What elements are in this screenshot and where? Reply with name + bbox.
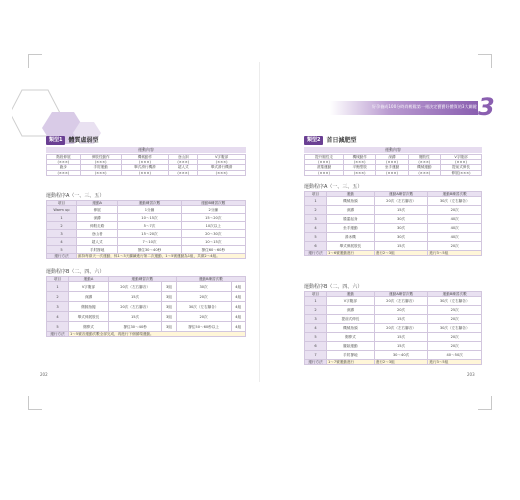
table-row [305,306,482,315]
table-cell: 4組 [231,282,246,292]
col-header: 運動練習次數 [108,277,176,282]
cell: 滾捲運動 [305,165,344,170]
cell: (×××) [121,160,169,165]
cell: 坐手運動 [376,165,408,170]
table-cell: 撐住30～40秒 [108,322,161,332]
table-cell: 20次 [428,206,482,215]
exercise-list-table [46,154,246,176]
cell: 機械運動 [408,165,440,170]
table-cell: 30次（左右腳各） [428,197,482,206]
table-cell: 4 [47,312,69,322]
cell: (×××) [80,170,121,175]
section-header-left [46,135,99,145]
table-cell: 3 [47,302,69,312]
col-header: 運動B練習次數 [428,292,482,297]
method-label: 運行方法 [305,360,327,365]
exercise-content-band: 運動內容 [304,147,482,153]
table-row [47,206,246,214]
program-a-title: 運動程序A（一、三、五） [304,184,363,190]
table-cell: 10次以上 [181,222,245,230]
cell: V字腹部 [198,155,246,160]
table-cell: 20次（左右腳各） [374,197,428,206]
col-header: 運動A練習次數 [374,292,428,297]
cell: (×××) [47,170,81,175]
table-cell: 30次 [374,215,428,224]
table-cell: 撐住60～60秒 [181,246,245,254]
table-cell: 5 [305,233,327,242]
cell: (×××) [121,170,169,175]
table-cell: 提前式伸長 [327,315,375,324]
table-cell: 4 [47,238,77,246]
table-cell: 6 [305,242,327,251]
table-cell: 30次 [176,282,231,292]
col-header: 項目 [47,277,69,282]
table-cell: 側棒式 [327,333,375,342]
table-row [47,312,246,322]
cell: 舉式滑行機滑 [198,165,246,170]
section-title: 首日減肥型 [326,136,357,144]
table-row [305,197,482,206]
cell: (×××) [198,160,246,165]
table-cell: 15次 [374,242,428,251]
cell: 提升腿性走 [305,155,344,160]
table-cell: 2 [305,206,327,215]
table-row [47,282,246,292]
table-cell: 15次 [374,342,428,351]
method-label: 運行方法 [47,332,69,337]
table-cell: 3組 [162,312,176,322]
table-cell: 30～40次 [374,351,428,360]
table-cell: 15次 [108,292,161,302]
table-cell: 2分鐘 [181,206,245,214]
cell: 平衡型肢 [344,165,376,170]
table-cell: 10～15次 [181,238,245,246]
table-cell: 1 [47,214,77,222]
cell: 登山訓 [169,155,198,160]
table-cell: 深蹲 [69,292,109,302]
col-header: 項目 [47,201,77,206]
table-cell: 5 [47,322,69,332]
table-cell: 20～30次 [181,230,245,238]
cell: (×××) [441,160,482,165]
table-cell: 1 [47,282,69,292]
col-header: 運動A [69,277,109,282]
crop-mark-top-left [28,54,42,68]
cell: (×××) [408,160,440,165]
col-header: 項目 [305,292,327,297]
cell: (×××) [47,160,81,165]
method-text: 1～6號運動進行 [327,251,375,256]
section-title: 體質虛弱型 [68,136,99,144]
table-row [305,215,482,224]
table-cell: 伸展 [77,206,118,214]
table-cell: Warm up [47,206,77,214]
section-tag: 類型2 [304,136,323,145]
program-b-table [304,291,482,365]
table-cell: 4組 [231,302,246,312]
table-cell: 舉式伸展肢長 [69,312,109,322]
table-cell: 4組 [231,322,246,332]
col-header: 運動A [77,201,118,206]
cell: V字腹部 [441,155,482,160]
table-cell: 20次 [428,333,482,342]
table-cell: 20次（左右腳各） [374,297,428,306]
table-cell: 15次 [374,333,428,342]
page-number-right: 203 [467,372,475,377]
chapter-number: 3 [478,93,495,121]
table-cell: 舉式伸展肢長 [327,242,375,251]
table-cell: 30次（左右腳各） [428,297,482,306]
col-header: 運動 [327,292,375,297]
table-row [305,315,482,324]
cell: 跑步 [47,165,81,170]
table-cell: 40～50次 [428,351,482,360]
method-label: 運行方法 [305,251,327,256]
crop-mark-top-right [478,54,492,68]
cell: 提前式伸長 [441,165,482,170]
table-cell: 4組 [231,292,246,302]
table-cell: 5 [305,333,327,342]
table-cell: 3 [305,315,327,324]
cell: 伸肢性動作 [80,155,121,160]
method-text: 進行2～3組 [374,251,428,256]
table-cell: 40次 [428,224,482,233]
table-cell: 3組 [162,302,176,312]
table-cell: 手肘撐地 [77,246,118,254]
table-cell: 20次 [374,306,428,315]
table-cell: 20次（左右腳各） [108,282,161,292]
table-cell: 滑冰機 [327,233,375,242]
table-cell: 機械抬頭 [327,324,375,333]
method-label: 運行方法 [47,254,77,259]
program-b-title: 運動程序B（二、四、六） [46,269,105,275]
table-cell: 手肘撐地 [327,351,375,360]
table-cell: 坐手運動 [327,224,375,233]
section-header-right [304,135,357,145]
method-text: 1～7號運動進行 [327,360,375,365]
table-cell: 5～7次 [118,222,181,230]
cell: (×××) [376,160,408,165]
table-cell: 超人式 [77,238,118,246]
table-cell: 深蹲 [77,214,118,222]
table-cell: V字腹部 [69,282,109,292]
table-row [47,292,246,302]
cell: (×××) [408,170,440,175]
table-row [47,222,246,230]
table-cell: 20次（左右腳各） [108,302,161,312]
table-cell: 3 [305,215,327,224]
cell: (×××) [344,160,376,165]
cell: (×××) [80,160,121,165]
table-cell: 15次 [374,206,428,215]
program-b-table [46,276,246,337]
table-row [305,342,482,351]
table-cell: 15次 [374,315,428,324]
program-a-title: 運動程序A（一、三、五） [46,193,105,199]
table-cell: 深蹲 [327,306,375,315]
col-header: 運動A練習次數 [374,192,428,197]
crop-mark-bottom-left [28,396,42,410]
table-cell: 40次 [428,215,482,224]
cell: 舉式滑行機滑 [121,165,169,170]
table-cell: 2 [47,222,77,230]
table-cell: 撐住30～40秒 [118,246,181,254]
table-cell: V字腹部 [327,297,375,306]
cell: (×××) [169,160,198,165]
table-row [305,206,482,215]
cell: 機械動作 [121,155,169,160]
cell: (×××) [305,160,344,165]
cell: (×××) [305,170,344,175]
cell: 超人式 [169,165,198,170]
cell: 手肘運動 [80,165,121,170]
table-cell: 15～20次 [118,230,181,238]
cell: 伸展(×××) [441,170,482,175]
table-cell: 4 [305,324,327,333]
table-row [47,230,246,238]
method-text: 1～5號各運動次數全部完成，再進行下個循環運動。 [69,332,246,337]
col-header: 運動練習次數 [118,201,181,206]
table-row [47,246,246,254]
table-cell: 1 [305,297,327,306]
table-cell: 20次 [176,312,231,322]
cell: 深蹲 [376,155,408,160]
table-cell: 5 [47,246,77,254]
cell: (×××) [198,170,246,175]
table-cell: 40次 [428,233,482,242]
method-text: 進行2～3組 [374,360,428,365]
book-spine [259,62,260,382]
table-cell: 20次 [176,292,231,302]
col-header: 運動B練習次數 [428,192,482,197]
table-row [47,238,246,246]
table-cell: 撐住50～60秒以上 [176,322,231,332]
table-row [305,351,482,360]
table-cell: 20次 [428,342,482,351]
table-cell: 側棒式 [69,322,109,332]
method-text: 進行3～5組 [428,251,482,256]
page-number-left: 202 [40,372,48,377]
table-cell: 30次 [374,224,428,233]
table-cell: 30次（左右腳各） [428,324,482,333]
cell: 擺肢性 [408,155,440,160]
table-cell: 15～20次 [181,214,245,222]
table-cell: 深蹲 [327,206,375,215]
table-cell: 30次 [374,233,428,242]
col-header: 運動 [327,192,375,197]
table-cell: 腰臥運動 [327,342,375,351]
table-cell: 伸肢走路 [77,222,118,230]
table-cell: 3組 [162,282,176,292]
table-cell: 3 [47,230,77,238]
exercise-content-band: 運動內容 [46,147,246,153]
table-row [47,214,246,222]
running-header-text: 好孕養成100分時尚輕鬆第一週決定寶寶好體質的3大關鍵 [372,104,477,109]
program-a-table [46,200,246,259]
table-cell: 2 [305,306,327,315]
table-cell: 15次 [108,312,161,322]
cell: (×××) [169,170,198,175]
table-cell: 1分鐘 [118,206,181,214]
table-cell: 1 [305,197,327,206]
table-cell: 2 [47,292,69,302]
cell: (×××) [376,170,408,175]
table-row [47,322,246,332]
program-b-title: 運動程序B（二、四、六） [304,284,363,290]
table-cell: 4 [305,224,327,233]
table-cell: 7～10次 [118,238,181,246]
table-row [305,333,482,342]
table-cell: 機械抬頭 [327,197,375,206]
table-cell: 10～15次 [118,214,181,222]
col-header: 運動B練習次數 [181,201,245,206]
table-cell: 20次 [428,242,482,251]
table-cell: 側腿抬腿 [69,302,109,312]
section-tag: 類型1 [46,136,65,145]
table-cell: 3組 [162,322,176,332]
method-text: 維持每兩天一次運動，休1～3天繼續進行第二次運動，1～5號運動為1組，共做2～4組。 [77,254,246,259]
program-a-table [304,191,482,256]
table-cell: 6 [305,342,327,351]
table-cell: 30次（左右腳各） [176,302,231,312]
table-cell: 7 [305,351,327,360]
col-header: 運動B練習次數 [176,277,245,282]
table-row [305,297,482,306]
table-cell: 20次（左右腳各） [374,324,428,333]
table-row [47,302,246,312]
table-cell: 25次 [428,306,482,315]
table-cell: 登山者 [77,230,118,238]
exercise-list-table [304,154,482,176]
cell: 機械動作 [344,155,376,160]
table-cell: 20次 [428,315,482,324]
method-text: 進行3～5組 [428,360,482,365]
table-cell: 4組 [231,312,246,322]
cell: (×××) [344,170,376,175]
table-row [305,233,482,242]
table-row [305,242,482,251]
table-cell: 膝蓋起身 [327,215,375,224]
table-cell: 3組 [162,292,176,302]
crop-mark-bottom-right [478,396,492,410]
table-row [305,224,482,233]
table-row [305,324,482,333]
col-header: 項目 [305,192,327,197]
cell: 階段伸展 [47,155,81,160]
